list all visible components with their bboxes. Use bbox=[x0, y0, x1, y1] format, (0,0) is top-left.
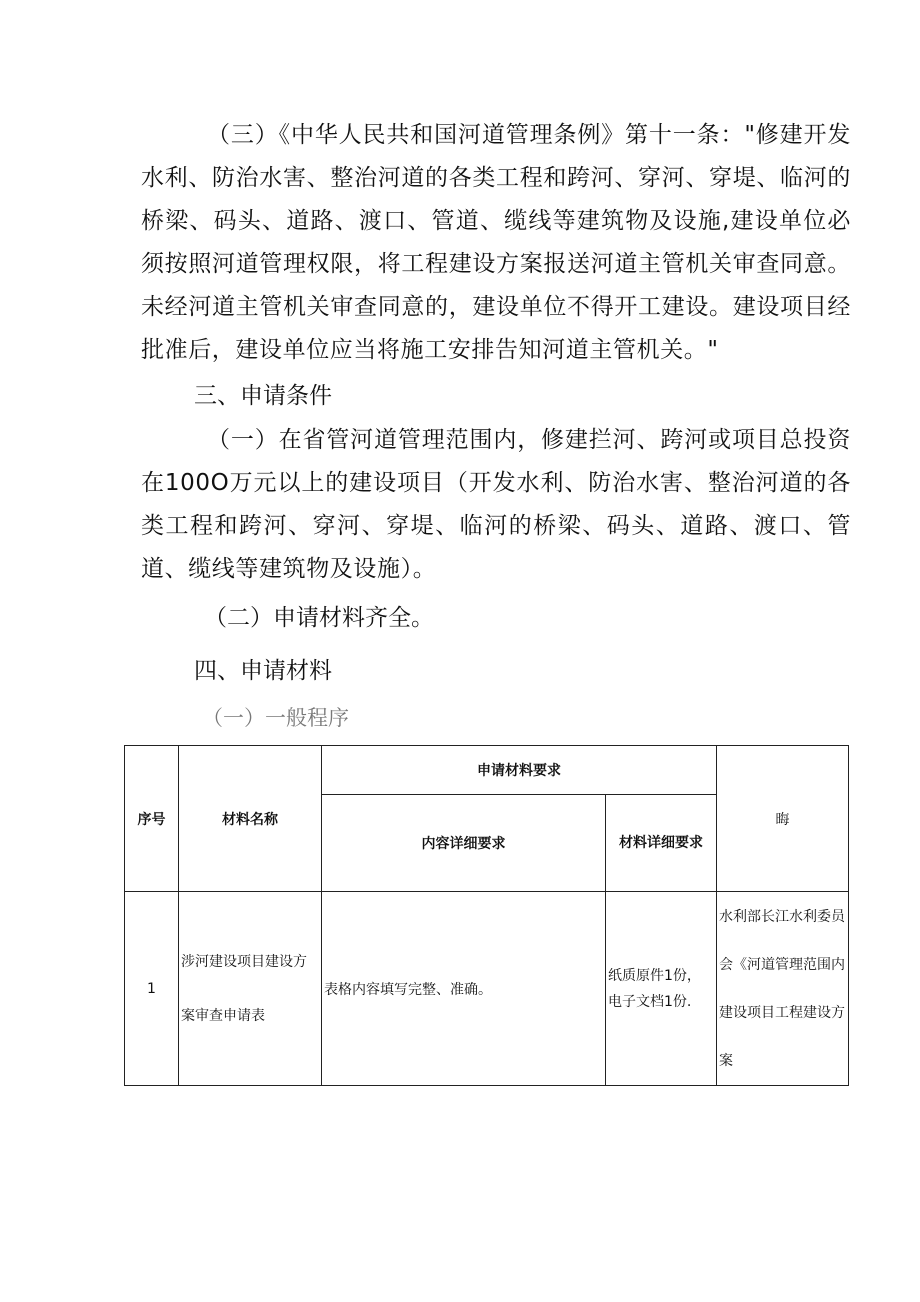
paragraph-condition-1: （一）在省管河道管理范围内，修建拦河、跨河或项目总投资在100O万元以上的建设项目（开发水利、防治水害、整治河道的各类工程和跨河、穿河、穿堤、临河的桥梁、码头、道路、渡口、管道、缆线等建筑物及设施）。 bbox=[141, 427, 851, 582]
cell-material-name: 涉河建设项目建设方案审查申请表 bbox=[179, 892, 322, 1086]
cell-content-requirements: 表格内容填写完整、准确。 bbox=[322, 892, 606, 1086]
cell-seq: 1 bbox=[125, 892, 179, 1086]
subheading-general-procedure: （一）一般程序 bbox=[202, 706, 349, 730]
header-detail-requirements: 材料详细要求 bbox=[606, 795, 717, 892]
header-basis: 晦 bbox=[717, 746, 849, 892]
paragraph-regulation-article: （三）《中华人民共和国河道管理条例》第十一条："修建开发水利、防治水害、整治河道的各类工程和跨河、穿河、穿堤、临河的桥梁、码头、道路、渡口、管道、缆线等建筑物及设施,建设单位必须按照河道管理权限，将工程建设方案报送河道主管机关审查同意。未经河道主管机关审查同意的，建设单位不得开工建设。建设项目经批准后，建设单位应当将施工安排告知河道主管机关。" bbox=[141, 122, 851, 363]
cell-detail-requirements: 纸质原件1份，电子文档1份. bbox=[606, 892, 717, 1086]
header-content-requirements: 内容详细要求 bbox=[322, 795, 606, 892]
header-requirements: 申请材料要求 bbox=[322, 746, 717, 795]
materials-table bbox=[124, 745, 849, 1086]
paragraph-condition-2: （二）申请材料齐全。 bbox=[204, 605, 434, 631]
cell-basis: 水利部长江水利委员会《河道管理范围内建设项目工程建设方案 bbox=[717, 892, 849, 1086]
table-row bbox=[125, 892, 849, 1086]
header-material-name: 材料名称 bbox=[179, 746, 322, 892]
section-heading-conditions: 三、申请条件 bbox=[194, 383, 332, 409]
header-seq: 序号 bbox=[125, 746, 179, 892]
section-heading-materials: 四、申请材料 bbox=[194, 658, 332, 684]
